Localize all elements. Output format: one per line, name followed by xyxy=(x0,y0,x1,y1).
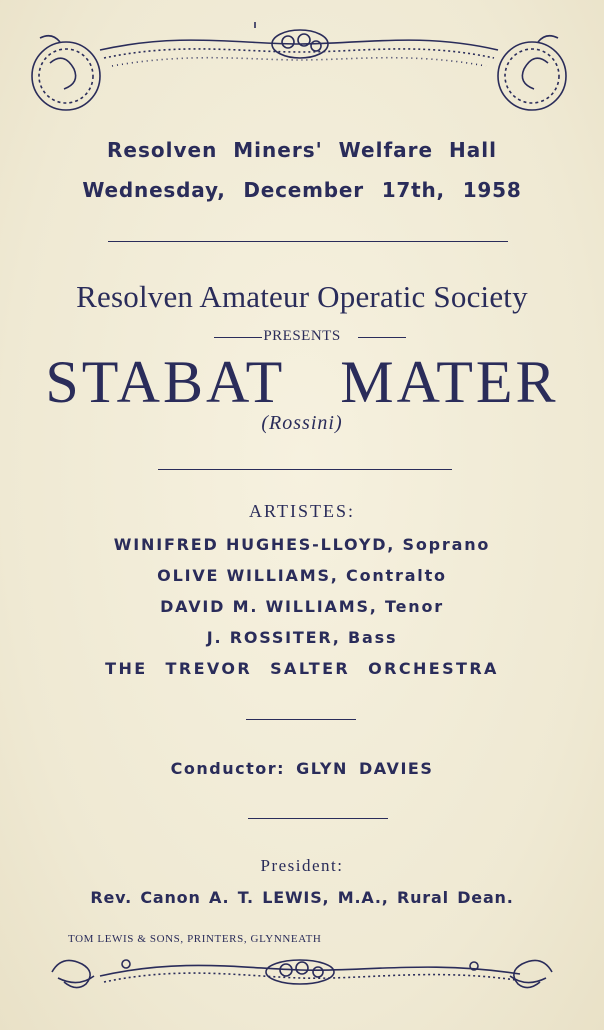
artiste-contralto: OLIVE WILLIAMS, Contralto xyxy=(157,566,447,585)
divider-rule xyxy=(246,719,356,720)
divider-rule xyxy=(108,241,508,242)
printer-credit: TOM LEWIS & SONS, PRINTERS, GLYNNEATH xyxy=(68,933,322,945)
artiste-soprano: WINIFRED HUGHES-LLOYD, Soprano xyxy=(113,535,491,554)
artistes-heading: ARTISTES: xyxy=(249,501,355,521)
composer-credit: (Rossini) xyxy=(261,412,343,434)
conductor-line: Conductor: GLYN DAVIES xyxy=(170,759,434,778)
date-line: Wednesday, December 17th, 1958 xyxy=(82,178,522,202)
society-name: Resolven Amateur Operatic Society xyxy=(76,279,528,314)
artiste-bass: J. ROSSITER, Bass xyxy=(206,628,398,647)
floral-scroll-icon xyxy=(0,950,604,1000)
bottom-ornament xyxy=(0,950,604,1000)
artiste-tenor: DAVID M. WILLIAMS, Tenor xyxy=(160,597,444,616)
venue-line: Resolven Miners' Welfare Hall xyxy=(107,138,497,162)
artiste-orchestra: THE TREVOR SALTER ORCHESTRA xyxy=(105,659,499,678)
president-label: President: xyxy=(260,856,344,875)
president-name: Rev. Canon A. T. LEWIS, M.A., Rural Dean. xyxy=(90,888,514,907)
presents-right-rule xyxy=(358,337,406,338)
work-title: STABAT MATER xyxy=(45,349,559,415)
divider-rule xyxy=(248,818,388,819)
top-ornament xyxy=(0,18,604,113)
divider-rule xyxy=(158,469,452,470)
floral-scroll-icon xyxy=(0,18,604,113)
presents-label: PRESENTS xyxy=(263,328,341,344)
